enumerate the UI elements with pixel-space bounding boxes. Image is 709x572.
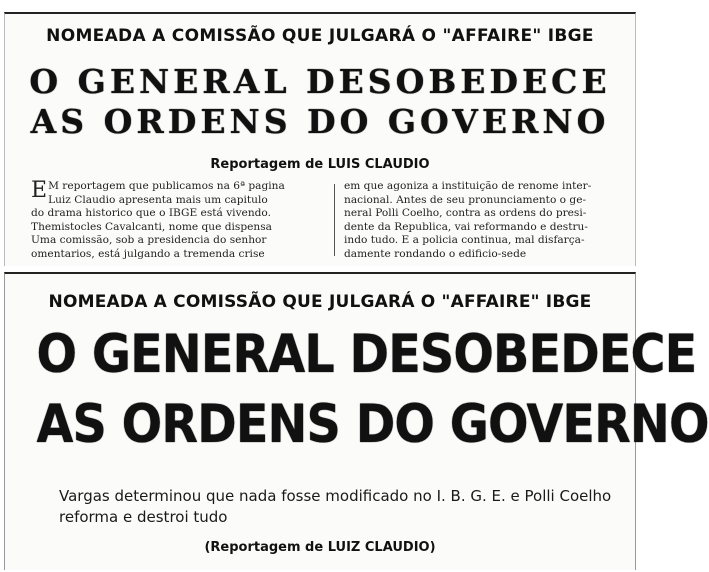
byline: Reportagem de LUIS CLAUDIO — [210, 157, 430, 172]
column-line: em que agoniza a instituição de renome inter- — [344, 180, 592, 192]
article-column-right — [344, 180, 640, 260]
column-line: neral Polli Coelho, contra as ordens do presi- — [344, 207, 587, 219]
column-line: do drama historico que o IBGE está vivendo. — [31, 207, 271, 219]
column-line: M reportagem que publicamos na 6ª pagina — [48, 180, 285, 192]
column-line: indo tudo. E a policia continua, mal disfarça- — [344, 234, 585, 246]
byline: (Reportagem de LUIZ CLAUDIO) — [204, 540, 436, 555]
column-line: omentarios, está julgando a tremenda crise — [31, 247, 265, 260]
newspaper-clipping-top — [4, 12, 636, 266]
column-line: nacional. Antes de seu pronunciamento o ge- — [344, 193, 587, 206]
article-column-left — [31, 180, 327, 260]
column-line: Luiz Claudio apresenta mais um capitulo — [48, 193, 268, 206]
column-divider — [334, 184, 335, 256]
drop-cap: E — [31, 178, 48, 203]
kicker-headline: NOMEADA A COMISSÃO QUE JULGARÁ O "AFFAIRE" IBGE — [46, 26, 594, 46]
main-headline-line-2: AS ORDENS DO GOVERNO — [30, 102, 610, 141]
newspaper-clipping-bottom — [4, 272, 709, 570]
subheadline-deck: Vargas determinou que nada fosse modificado no I. B. G. E. e Polli Coelho reforma e destroi tudo — [59, 487, 612, 526]
main-headline-line-1: O GENERAL DESOBEDECE — [29, 62, 611, 101]
main-headline-line-1: O GENERAL DESOBEDECE — [36, 324, 697, 385]
column-line: Uma comissão, sob a presidencia do senhor — [31, 234, 267, 246]
column-line: Themistocles Cavalcanti, nome que dispensa — [31, 220, 272, 233]
kicker-headline: NOMEADA A COMISSÃO QUE JULGARÁ O "AFFAIRE" IBGE — [48, 292, 592, 312]
main-headline-line-2: AS ORDENS DO GOVERNO — [36, 394, 709, 455]
column-line: damente rondando o edificio-sede — [344, 247, 527, 260]
column-line: dente da Republica, vai reformando e destru- — [344, 220, 588, 233]
